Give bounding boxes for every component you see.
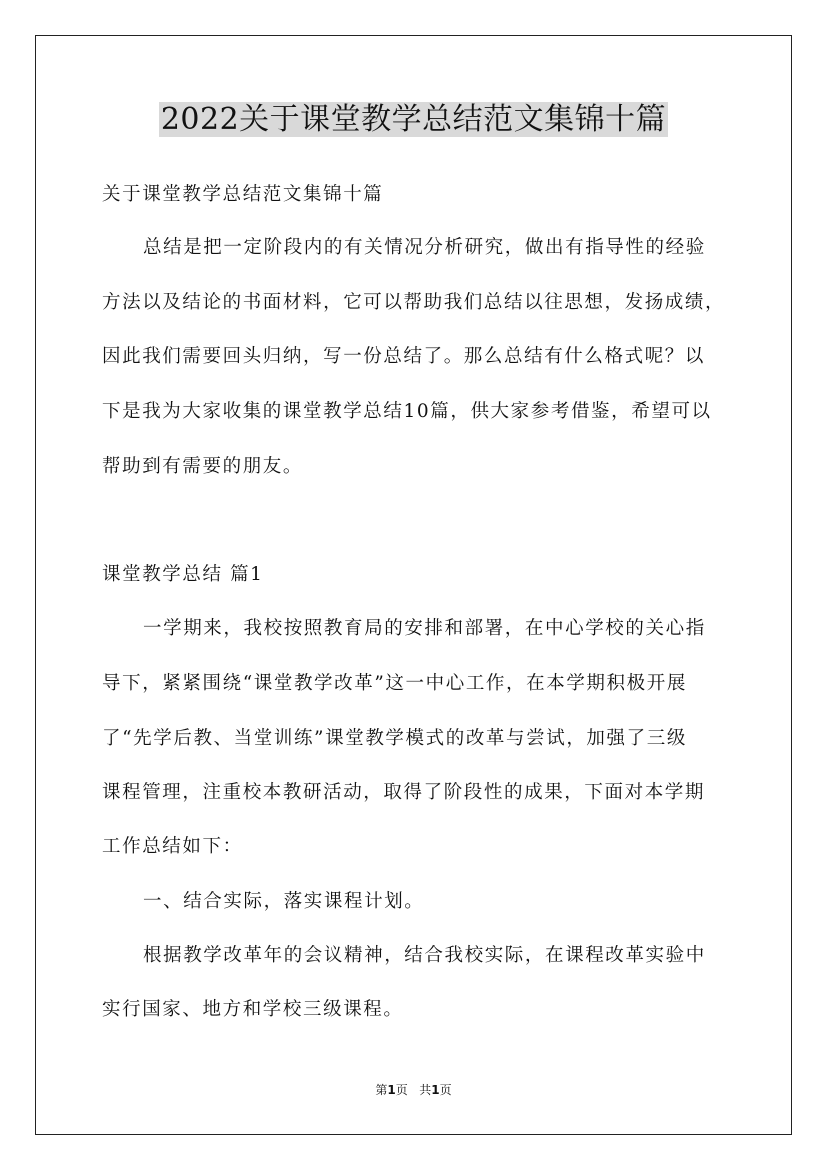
- section-line: 了“先学后教、当堂训练”课堂教学模式的改革与尝试，加强了三级: [102, 728, 687, 749]
- document-title-text: 2022关于课堂教学总结范文集锦十篇: [160, 102, 667, 137]
- intro-line: 因此我们需要回头归纳，写一份总结了。那么总结有什么格式呢？以: [102, 346, 706, 367]
- page-footer: [0, 1082, 827, 1098]
- point-line: 实行国家、地方和学校三级课程。: [102, 999, 404, 1020]
- document-title: [0, 100, 827, 140]
- document-subtitle: 关于课堂教学总结范文集锦十篇: [102, 184, 384, 205]
- section-line: 工作总结如下：: [102, 836, 243, 857]
- page-suffix: 页: [395, 1083, 408, 1097]
- intro-line: 下是我为大家收集的课堂教学总结10篇，供大家参考借鉴，希望可以: [102, 401, 712, 422]
- page-number: 1: [387, 1083, 396, 1097]
- point-heading: 一、结合实际，落实课程计划。: [143, 891, 425, 912]
- total-suffix: 页: [439, 1083, 452, 1097]
- section-line: 导下，紧紧围绕“课堂教学改革”这一中心工作，在本学期积极开展: [102, 673, 687, 694]
- intro-line: 总结是把一定阶段内的有关情况分析研究，做出有指导性的经验: [143, 237, 706, 258]
- section-line: 课程管理，注重校本教研活动，取得了阶段性的成果，下面对本学期: [102, 782, 706, 803]
- intro-line: 帮助到有需要的朋友。: [102, 456, 304, 477]
- total-prefix: 共: [419, 1083, 432, 1097]
- point-line: 根据教学改革年的会议精神，结合我校实际，在课程改革实验中: [143, 945, 706, 966]
- section-heading: 课堂教学总结 篇1: [102, 564, 264, 585]
- section-line: 一学期来，我校按照教育局的安排和部署，在中心学校的关心指: [143, 618, 706, 639]
- page-prefix: 第: [375, 1083, 388, 1097]
- intro-line: 方法以及结论的书面材料，它可以帮助我们总结以往思想，发扬成绩，: [102, 292, 726, 313]
- total-pages: 1: [431, 1083, 440, 1097]
